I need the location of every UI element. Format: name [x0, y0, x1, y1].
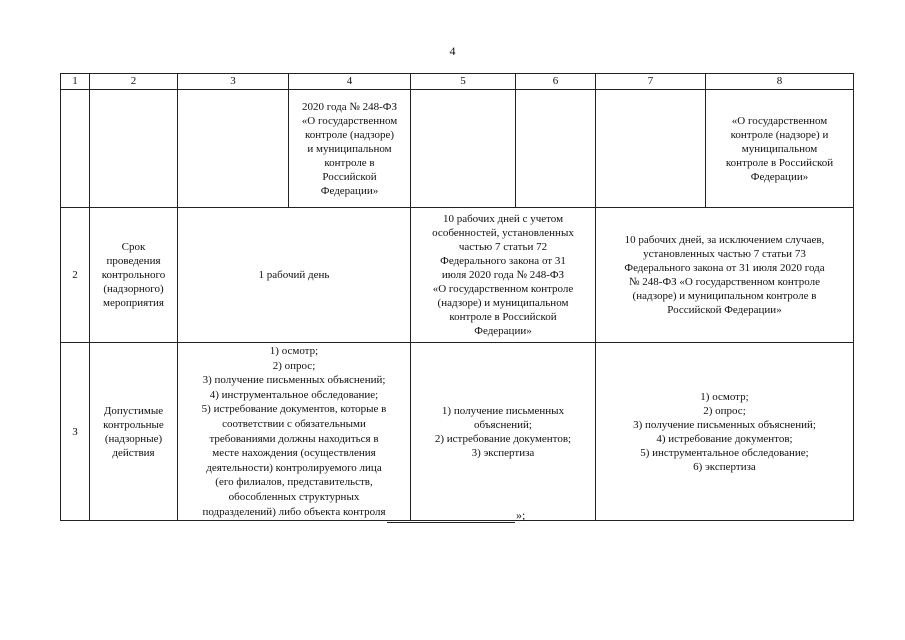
- header-cell-7: 7: [596, 74, 706, 90]
- row2-cell-3-4: 1 рабочий день: [178, 208, 411, 343]
- row2-cell-7-8: 10 рабочих дней, за исключением случаев, установленных частью 7 статьи 73 Федерального закона от 31 июля 2020 года № 248-ФЗ «О государственном контроле (надзоре) и муниципальном контроле в Российской Федерации»: [596, 208, 854, 343]
- table-row: [61, 343, 854, 521]
- row3-cell-7-8: 1) осмотр; 2) опрос; 3) получение письменных объяснений; 4) истребование документов; 5) инструментальное обследование; 6) экспертиза: [596, 343, 854, 521]
- row1-cell-2: [90, 90, 178, 208]
- header-cell-3: 3: [178, 74, 289, 90]
- row1-cell-5: [411, 90, 516, 208]
- header-cell-2: 2: [90, 74, 178, 90]
- row1-cell-6: [516, 90, 596, 208]
- regulation-table: [60, 73, 854, 521]
- header-cell-5: 5: [411, 74, 516, 90]
- row1-cell-1: [61, 90, 90, 208]
- closing-underline: [387, 510, 515, 523]
- row3-cell-3-4: 1) осмотр; 2) опрос; 3) получение письменных объяснений; 4) инструментальное обследование; 5) истребование документов, которые в соответствии с обязательными требованиями должны находиться в месте нахождения (осуществления деятельности) контролируемого лица (его филиалов, представительств, обособленных структурных подразделений) либо объекта контроля: [178, 343, 411, 521]
- row2-cell-5-6: 10 рабочих дней с учетом особенностей, установленных частью 7 статьи 72 Федерального закона от 31 июля 2020 года № 248-ФЗ «О государственном контроле (надзоре) и муниципальном контроле в Российской Федерации»: [411, 208, 596, 343]
- header-row: [61, 74, 854, 90]
- header-cell-4: 4: [289, 74, 411, 90]
- row1-cell-4: 2020 года № 248-ФЗ «О государственном контроле (надзоре) и муниципальном контроле в Российской Федерации»: [289, 90, 411, 208]
- closing-quote: »;: [516, 508, 526, 522]
- table-row: [61, 90, 854, 208]
- header-cell-6: 6: [516, 74, 596, 90]
- page-number: 4: [449, 44, 456, 58]
- row1-cell-3: [178, 90, 289, 208]
- row3-name: Допустимые контрольные (надзорные) действия: [90, 343, 178, 521]
- table-row: [61, 208, 854, 343]
- row3-number: 3: [61, 343, 90, 521]
- row3-cell-5-6: 1) получение письменных объяснений; 2) истребование документов; 3) экспертиза: [411, 343, 596, 521]
- row2-number: 2: [61, 208, 90, 343]
- row1-cell-7: [596, 90, 706, 208]
- header-cell-1: 1: [61, 74, 90, 90]
- closing-line: [387, 508, 525, 523]
- row1-cell-8: «О государственном контроле (надзоре) и муниципальном контроле в Российской Федерации»: [706, 90, 854, 208]
- header-cell-8: 8: [706, 74, 854, 90]
- row2-name: Срок проведения контрольного (надзорного) мероприятия: [90, 208, 178, 343]
